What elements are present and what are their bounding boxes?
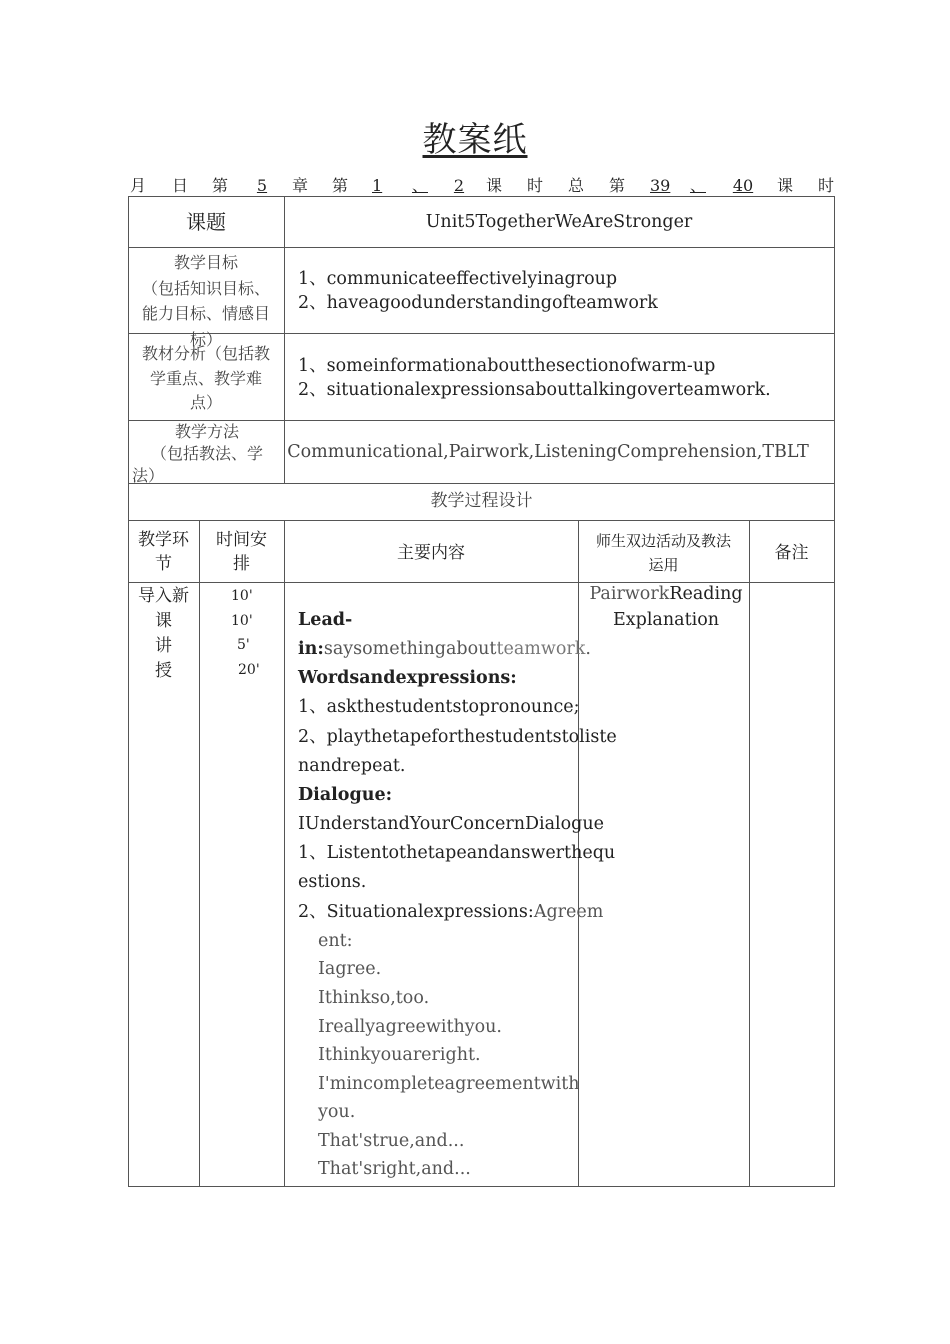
expression: That'sright,and... [318, 1159, 471, 1179]
lead-in-text: saysomethingabout [323, 639, 497, 659]
expression: Ireallyagreewithyou. [318, 1017, 502, 1037]
header-total-a: 39 [650, 176, 671, 195]
analysis-item: 2、situationalexpressionsabouttalkingoverteamwork. [298, 379, 771, 400]
column-header-activity [578, 529, 749, 577]
goals-label-line: （包括知识目标、 [141, 278, 270, 298]
dialogue-item-cont: ent: [318, 931, 353, 951]
activity-pairwork: Pairwork [589, 584, 670, 604]
goal-item: 1、communicateeffectivelyinagroup [298, 269, 618, 289]
goals-label-line: 标） [189, 329, 222, 349]
header-ke: 课 [486, 176, 503, 195]
header-di: 第 [332, 176, 349, 195]
method-label-line: 教学方法 [174, 422, 239, 441]
words-heading: Wordsandexpressions: [298, 668, 517, 688]
column-header-line: 时间安 [216, 530, 267, 550]
goals-label [128, 250, 284, 349]
header-chapter-number: 5 [256, 176, 268, 195]
column-header-line: 教学环 [138, 530, 189, 550]
table-divider [284, 196, 285, 483]
table-divider [128, 247, 835, 248]
words-item: 1、askthestudentstopronounce; [298, 697, 580, 717]
dialogue-item: 1、Listentothetapeandanswerthequ [298, 843, 616, 863]
topic-value: Unit5TogetherWeAreStronger [425, 212, 693, 232]
lead-in-heading: Lead- [298, 610, 353, 630]
process-title: 教学过程设计 [430, 491, 533, 511]
header-month: 月 [130, 176, 147, 195]
words-item: 2、playthetapeforthestudentstoliste [298, 727, 617, 747]
stage-line: 授 [155, 661, 172, 681]
analysis-list [298, 355, 771, 402]
expression-cont: you. [318, 1102, 356, 1122]
dialogue-item [298, 898, 603, 927]
activity-reading: Reading [669, 584, 743, 604]
header-shi: 时 [818, 176, 835, 195]
goal-item: 2、haveagoodunderstandingofteamwork [298, 292, 658, 313]
analysis-label-line: 学重点、教学难 [149, 368, 262, 388]
lead-in-label: in: [298, 639, 324, 659]
analysis-label [128, 342, 284, 416]
lead-in-line [298, 635, 591, 664]
column-header-stage [128, 528, 199, 576]
words-item-cont: nandrepeat. [298, 756, 406, 776]
goals-label-line: 能力目标、情感目 [141, 304, 270, 323]
lead-in-end: . [585, 639, 591, 659]
lead-in-topic: teamwork [496, 639, 586, 659]
dialogue-item-text: 2、Situationalexpressions: [298, 902, 534, 922]
page-title: 教案纸 [422, 120, 528, 160]
expression: I'mincompleteagreementwith [318, 1074, 580, 1094]
header-lesson-b: 2 [453, 176, 465, 195]
method-label-line: 法） [132, 466, 165, 485]
dialogue-item-cont: estions. [298, 872, 367, 892]
header-day: 日 [172, 176, 189, 195]
column-header-content: 主要内容 [397, 543, 465, 563]
column-header-line: 节 [155, 554, 172, 574]
activity-explanation: Explanation [612, 609, 720, 630]
stage-value [128, 584, 199, 684]
table-divider [128, 520, 835, 521]
expression: That'strue,and... [318, 1131, 465, 1151]
goals-label-line: 教学目标 [173, 253, 238, 272]
column-header-notes: 备注 [774, 543, 809, 563]
stage-line: 导入新 [138, 586, 189, 606]
expression: Ithinkyouareright. [318, 1045, 481, 1065]
header-separator: 、 [689, 176, 706, 195]
header-di: 第 [212, 176, 229, 195]
time-value: 10' [231, 612, 253, 629]
stage-line: 讲 [155, 636, 172, 656]
analysis-item: 1、someinformationaboutthesectionofwarm-up [298, 356, 716, 376]
column-header-line: 运用 [648, 556, 679, 574]
topic-label: 课题 [186, 210, 226, 234]
column-header-time [199, 528, 284, 576]
header-zhang: 章 [292, 176, 309, 195]
header-ke: 课 [777, 176, 794, 195]
stage-line: 课 [155, 611, 172, 631]
activity-value [578, 582, 754, 633]
dialogue-heading: Dialogue: [298, 785, 393, 805]
method-label-line: （包括教法、学 [150, 444, 263, 463]
analysis-label-line: 点） [189, 393, 222, 412]
header-lesson-a: 1 [372, 176, 383, 195]
table-divider [284, 520, 285, 1186]
header-di: 第 [609, 176, 626, 195]
column-header-line: 排 [233, 554, 250, 574]
table-border-right [834, 196, 835, 1186]
table-border-top [128, 196, 835, 197]
dialogue-title: IUnderstandYourConcernDialogue [298, 814, 604, 834]
dialogue-item-gray: Agreem [533, 902, 604, 922]
expression: Iagree. [318, 959, 382, 979]
method-label [132, 421, 282, 483]
expression: Ithinkso,too. [318, 988, 430, 1008]
goals-list [298, 268, 658, 315]
time-value: 5' [237, 637, 250, 653]
method-value: Communicational,Pairwork,ListeningComprehension,TBLT [287, 442, 809, 462]
time-value: 10' [231, 588, 253, 604]
time-list [199, 584, 284, 682]
analysis-label-line: 教材分析（包括教 [141, 344, 270, 363]
column-header-line: 师生双边活动及教法 [595, 532, 731, 550]
header-zong: 总 [568, 176, 585, 195]
header-separator: 、 [411, 176, 428, 195]
header-total-b: 40 [732, 176, 754, 195]
header-shi: 时 [527, 176, 544, 195]
time-value: 20' [238, 661, 260, 678]
table-border-bottom [128, 1186, 835, 1187]
